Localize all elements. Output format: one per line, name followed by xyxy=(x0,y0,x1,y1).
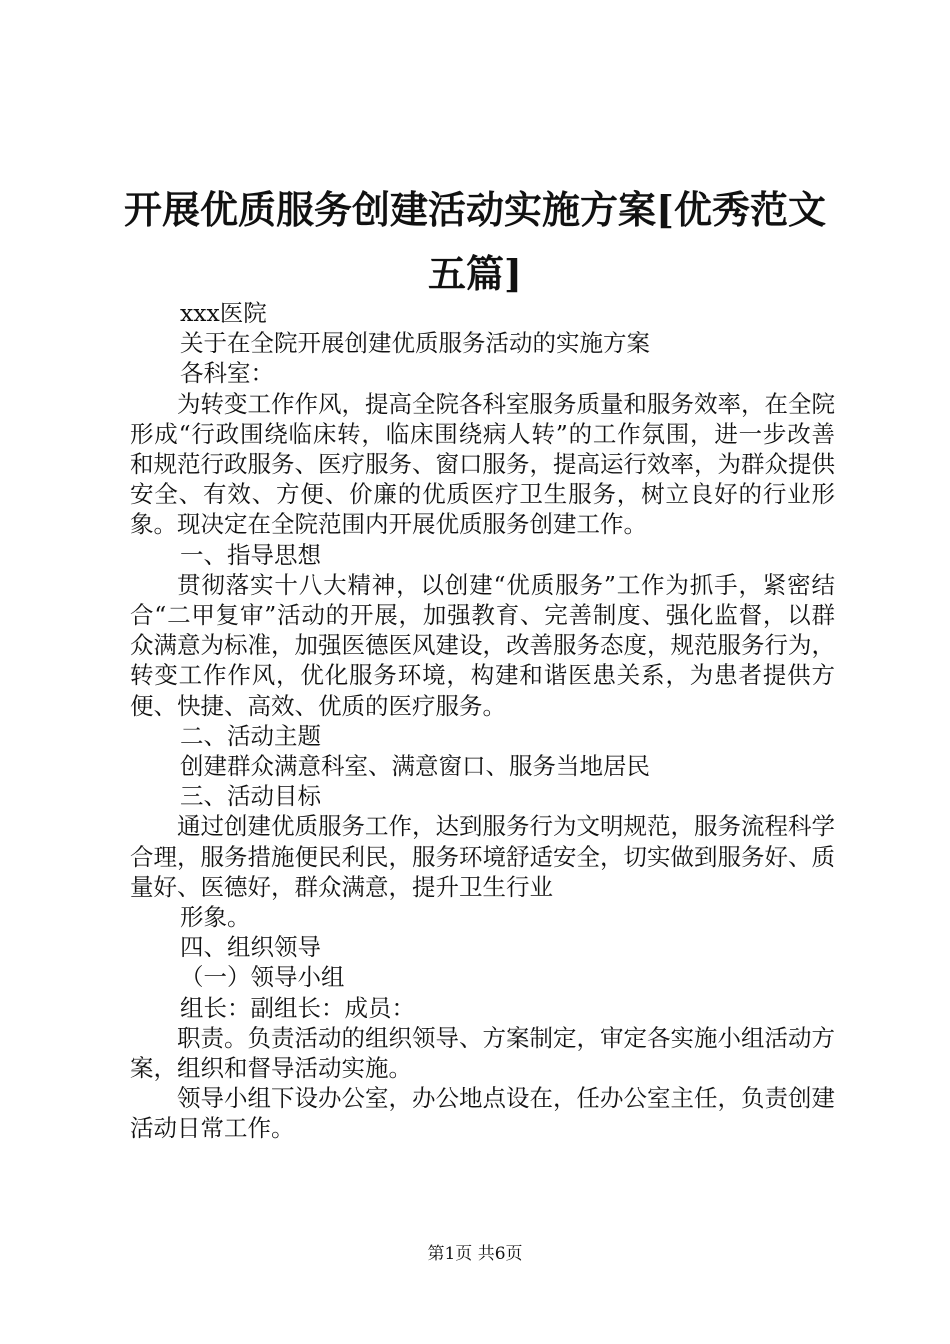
document-body xyxy=(130,298,835,1144)
subsection-heading-leading-group: （一）领导小组 xyxy=(180,963,345,992)
section-heading-goals: 三、活动目标 xyxy=(180,782,321,811)
section-body-guiding-ideology: 贯彻落实十八大精神，以创建“优质服务”工作为抓手，紧密结合“二甲复审”活动的开展，加强教育、完善制度、强化监督，以群众满意为标准，加强医德医风建设，改善服务态度，规范服务行为，转变工作作风，优化服务环境，构建和谐医患关系，为患者提供方便、快捷、高效、优质的医疗服务。 xyxy=(130,570,835,720)
page-footer: 第1页 共6页 xyxy=(427,1244,523,1264)
leading-group-office: 领导小组下设办公室，办公地点设在，任办公室主任，负责创建活动日常工作。 xyxy=(130,1084,835,1143)
section-body-goals-tail: 形象。 xyxy=(180,902,251,931)
section-heading-theme: 二、活动主题 xyxy=(180,721,321,750)
document-subtitle: 关于在全院开展创建优质服务活动的实施方案 xyxy=(180,329,650,358)
section-heading-guiding-ideology: 一、指导思想 xyxy=(180,540,321,569)
section-body-theme: 创建群众满意科室、满意窗口、服务当地居民 xyxy=(180,751,650,780)
section-heading-organization: 四、组织领导 xyxy=(180,933,321,962)
hospital-name: xxx医院 xyxy=(180,299,267,327)
document-title: 开展优质服务创建活动实施方案[优秀范文五篇] xyxy=(124,187,826,296)
leading-group-members: 组长：副组长：成员： xyxy=(180,993,415,1022)
intro-paragraph: 为转变工作作风，提高全院各科室服务质量和服务效率，在全院形成“行政围绕临床转，临床围绕病人转”的工作氛围，进一步改善和规范行政服务、医疗服务、窗口服务，提高运行效率，为群众提供安全、有效、方便、价廉的优质医疗卫生服务，树立良好的行业形象。现决定在全院范围内开展优质服务创建工作。 xyxy=(130,389,835,539)
salutation: 各科室： xyxy=(180,359,274,388)
section-body-goals: 通过创建优质服务工作，达到服务行为文明规范，服务流程科学合理，服务措施便民利民，服务环境舒适安全，切实做到服务好、质量好、医德好，群众满意，提升卫生行业 xyxy=(130,812,835,901)
leading-group-duty: 职责。负责活动的组织领导、方案制定，审定各实施小组活动方案，组织和督导活动实施。 xyxy=(130,1023,835,1082)
